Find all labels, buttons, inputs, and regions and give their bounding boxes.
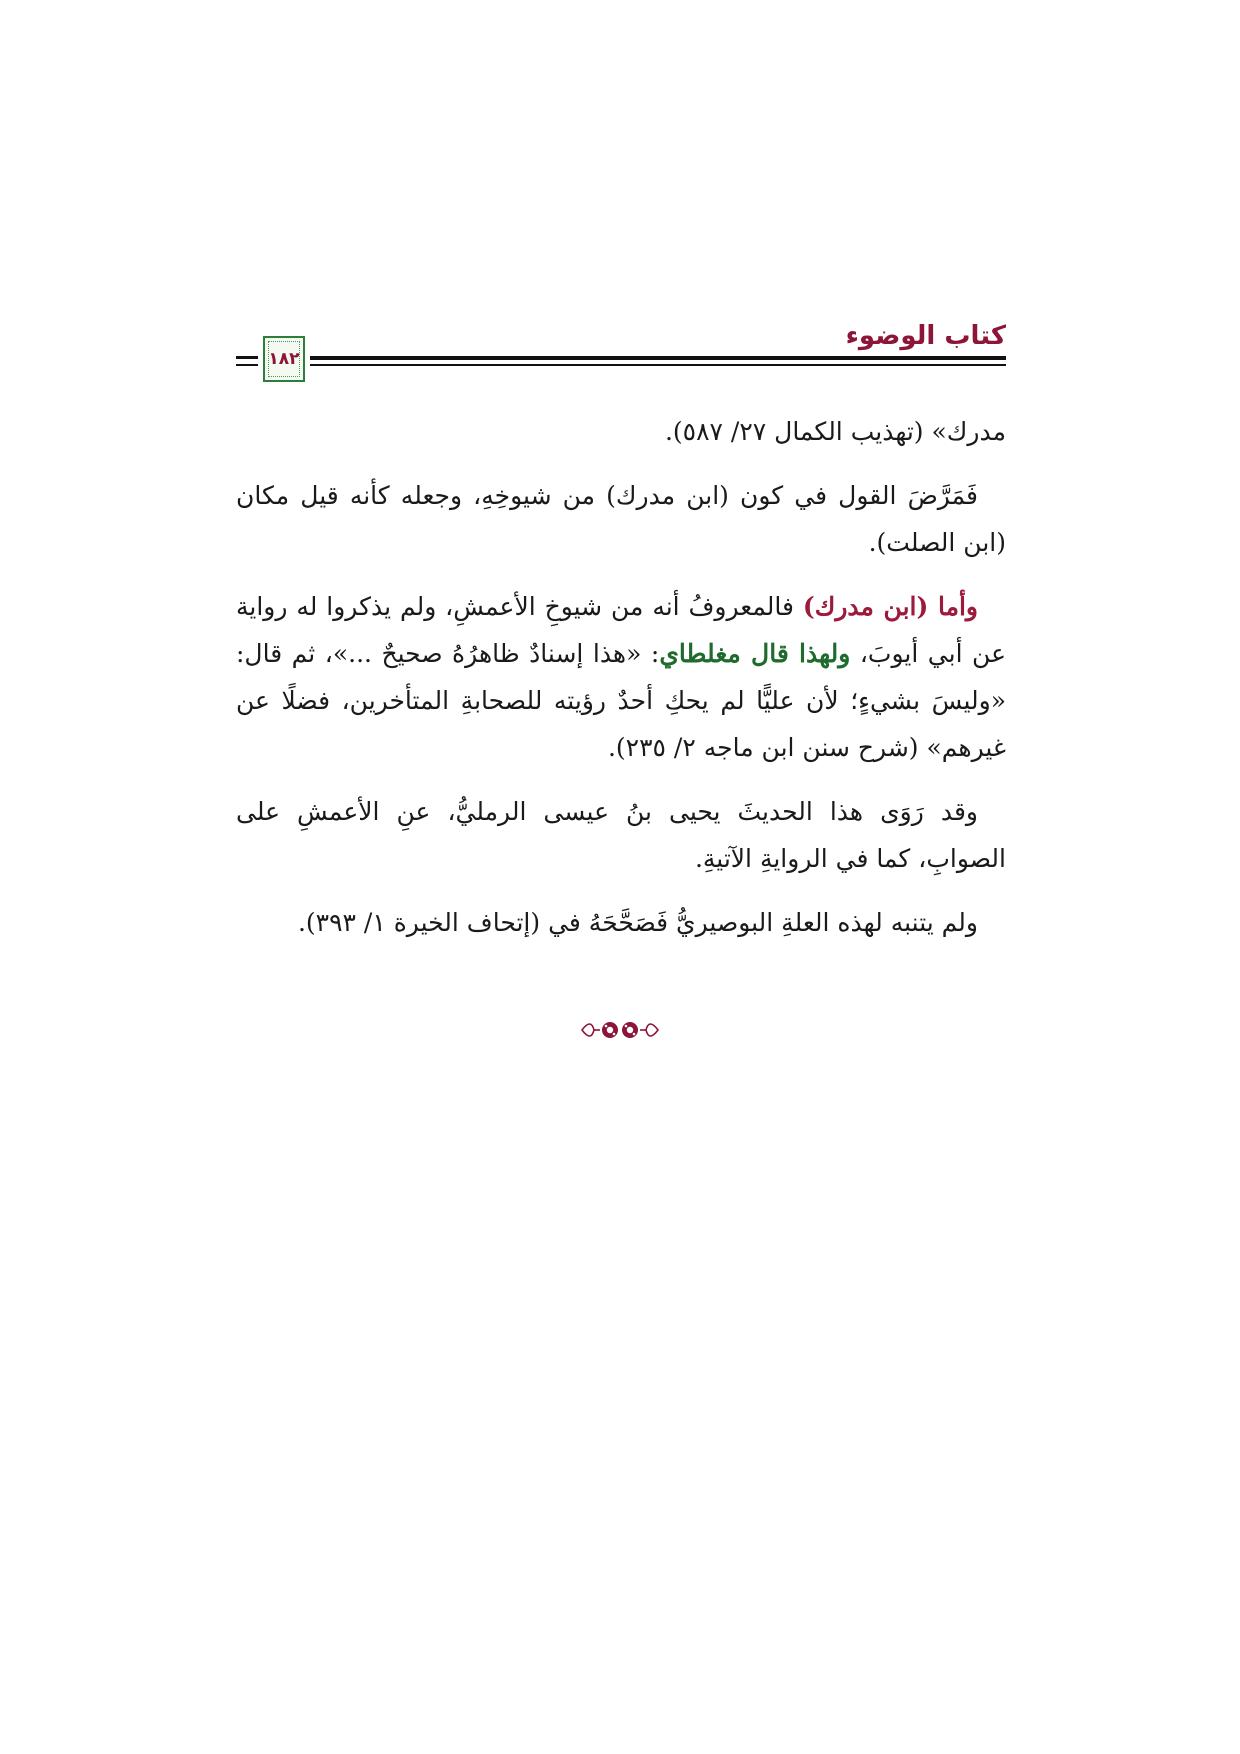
paragraph: فَمَرَّضَ القول في كون (ابن مدرك) من شيوخِهِ، وجعله كأنه قيل مكان (ابن الصلت). <box>236 481 1006 557</box>
paragraph <box>236 583 1006 771</box>
paragraph: ولم يتنبه لهذه العلةِ البوصيريُّ فَصَحَّحَهُ في (إتحاف الخيرة ١/ ٣٩٣). <box>297 908 978 937</box>
header-rule-thick <box>310 356 1006 360</box>
body-text <box>236 408 1006 963</box>
highlighted-lead: وأما (ابن مدرك) <box>802 592 978 621</box>
paragraph-text: : «هذا إسنادٌ ظاهرُهُ صحيحٌ ...»، ثم قال: «وليسَ بشيءٍ؛ لأن عليًّا لم يحكِ أحدٌ رؤيته للصحابةِ المتأخرين، فضلًا عن غيرهم» (شرح سنن ابن ماجه ٢/ ٢٣٥). <box>236 639 1006 762</box>
header-rule-stub <box>236 364 258 366</box>
paragraph: وقد رَوَى هذا الحديثَ يحيى بنُ عيسى الرمليُّ، عنِ الأعمشِ على الصوابِ، كما في الروايةِ الآتيةِ. <box>236 797 1006 873</box>
highlighted-phrase: ولهذا قال مغلطاي <box>659 639 851 668</box>
book-title: كتاب الوضوء <box>845 321 1006 351</box>
floral-ornament-icon <box>580 1012 660 1048</box>
paragraph-text: فالمعروفُ أنه من شيوخِ الأعمشِ، ولم يذكروا له رواية عن أبي أيوبَ، <box>236 592 1006 668</box>
header-rule-thin <box>310 364 1006 366</box>
page-header <box>236 312 1006 392</box>
page-number: ١٨٢ <box>268 349 300 369</box>
header-rule-stub <box>236 356 258 359</box>
paragraph: مدرك» (تهذيب الكمال ٢٧/ ٥٨٧). <box>664 417 1006 446</box>
ornamental-frame-icon <box>263 336 305 382</box>
